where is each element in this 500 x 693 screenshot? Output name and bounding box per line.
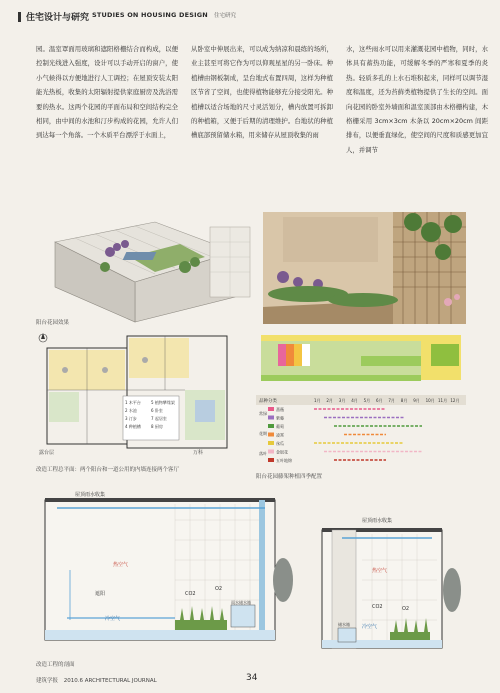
plant-swatch bbox=[268, 450, 274, 454]
plant-swatch bbox=[268, 433, 274, 437]
month-label: 5月 bbox=[363, 398, 371, 403]
legend-item: 8 厨房 bbox=[151, 424, 163, 429]
caption-planting: 阳台花园藤架种植四季配置 bbox=[256, 474, 323, 480]
legend-item: 3 汀步 bbox=[125, 416, 137, 421]
category-label: 花期 bbox=[259, 431, 267, 436]
page-footer bbox=[36, 676, 157, 684]
plant-row-label: 金银花 bbox=[276, 449, 288, 455]
plant-row-label: 蔷薇 bbox=[276, 407, 284, 412]
section-co2-2: CO2 bbox=[372, 604, 383, 610]
month-label: 8月 bbox=[400, 398, 408, 403]
section-hot-air-2: 热空气 bbox=[372, 568, 388, 574]
month-label: 6月 bbox=[376, 398, 383, 403]
page-header bbox=[18, 10, 490, 24]
section-hot-air: 热空气 bbox=[113, 562, 129, 568]
section-roof-label: 屋顶雨水收集 bbox=[75, 492, 106, 498]
section-tank-2: 储水箱 bbox=[338, 622, 350, 627]
section-tank: 雨水储水箱 bbox=[231, 600, 251, 605]
body-column-2: 从卧室中伸展出来，可以成为纳凉和晨练的场所，业主甚至可将它作为可以仰观星星的另一卧床。种植槽由钢板制成，呈台地式布置四周，这样为种植区节省了空间，也使得植物能够充分接受阳光。种植槽以适合场地的尺寸灵活划分，槽内放置可拆卸的种植箱，又便于后期的清理维护。台地状的种植槽底部预留储水箱，用来储存从屋顶收集的雨 bbox=[191, 45, 333, 140]
plant-swatch bbox=[268, 407, 274, 411]
body-column-3: 水，这些雨水可以用来灌溉花园中植物，同时，水体具有蓄热功能，可缓解冬季的严寒和夏季的炎热。轻质多孔的上水石堆积起来，同样可以调节湿度和温度，还为苔藓类植物提供了生长的空间。面向花园的卧室外墙面和温室顶部由木格栅构建，木格栅采用 3cm×3cm 木条以 20cm×20cm 间距排布，以便垂直绿化，使空间的尺度和质感更加宜人，并调节 bbox=[346, 45, 488, 154]
section-o2: O2 bbox=[215, 586, 223, 592]
plant-swatch bbox=[268, 458, 274, 462]
month-label: 4月 bbox=[351, 398, 358, 403]
legend-item: 2 水池 bbox=[125, 408, 137, 413]
section-title-cn: 住宅设计与研究 bbox=[26, 13, 90, 23]
plant-row-label: 紫藤 bbox=[276, 415, 284, 421]
plant-swatch bbox=[268, 416, 274, 420]
rendering-balcony-right bbox=[263, 212, 466, 324]
caption-section: 改造工程的剖面 bbox=[36, 662, 75, 668]
header-bar bbox=[18, 12, 21, 22]
month-label: 12月 bbox=[450, 398, 460, 403]
page-number: 34 bbox=[246, 673, 258, 683]
section-right bbox=[312, 500, 466, 658]
journal-name: 建筑学报 bbox=[36, 678, 59, 684]
section-sub: 住宅研究 bbox=[214, 13, 237, 19]
planting-header: 品种分类 bbox=[259, 399, 277, 404]
legend-item: 7 起居室 bbox=[151, 416, 167, 421]
plant-swatch bbox=[268, 441, 274, 445]
legend-item: 4 种植槽 bbox=[125, 424, 141, 429]
section-o2-2: O2 bbox=[402, 606, 410, 612]
month-label: 10月 bbox=[425, 398, 435, 403]
legend-item: 6 卧室 bbox=[151, 408, 163, 413]
plant-row-label: 葡萄 bbox=[276, 424, 284, 429]
plant-swatch bbox=[268, 424, 274, 428]
section-left bbox=[35, 480, 299, 658]
section-roof-label-2: 屋顶雨水收集 bbox=[362, 518, 393, 524]
planting-color-diagram bbox=[256, 330, 466, 392]
category-label: 常绿 bbox=[259, 411, 267, 416]
caption-plan: 改造工程总平面：两个阳台和一道公用的内墙连接两个客厅 bbox=[36, 467, 180, 473]
section-cool-air-2: 冷空气 bbox=[362, 624, 378, 630]
legend-item: 5 植物攀缘架 bbox=[151, 400, 175, 405]
month-label: 11月 bbox=[438, 398, 448, 403]
plan-vanke-label: 万科 bbox=[193, 450, 204, 456]
section-co2: CO2 bbox=[185, 591, 196, 597]
body-column-1: 园。温室罩面用玻璃和遮阳格栅结合而构成，以便控制光线进入强度，设计可以手动开启的窗户，使小气候得以方便地进行人工调控；在屋顶安装太阳能光热板，收集的太阳辐射提供家庭厨房及洗浴需要的热水。这两个花园的平面布局和空间结构完全相同，由中间的水池和汀步构成的花园，允许人们到达每一个角落。一个木质平台漂浮于水面上， bbox=[36, 45, 178, 140]
plant-row-label: 凌霄 bbox=[276, 432, 284, 438]
category-label: 落叶 bbox=[259, 451, 267, 456]
floor-plan bbox=[35, 330, 243, 462]
month-label: 3月 bbox=[338, 398, 346, 403]
planting-schedule-table bbox=[256, 395, 466, 471]
month-label: 9月 bbox=[413, 398, 420, 403]
plant-row-label: 五叶地锦 bbox=[276, 458, 292, 463]
month-label: 2月 bbox=[326, 398, 333, 403]
month-label: 1月 bbox=[314, 398, 321, 403]
journal-issue: 2010.6 ARCHITECTURAL JOURNAL bbox=[63, 678, 157, 684]
section-title-en: STUDIES ON HOUSING DESIGN bbox=[92, 11, 208, 19]
section-cool-air: 冷空气 bbox=[105, 616, 121, 622]
legend-item: 1 木平台 bbox=[125, 400, 141, 405]
caption-balcony-effect: 阳台花园效果 bbox=[36, 320, 70, 326]
plant-row-label: 丝瓜 bbox=[276, 441, 284, 446]
month-label: 7月 bbox=[388, 398, 395, 403]
rendering-balcony-left bbox=[35, 212, 263, 324]
section-shade: 遮阳 bbox=[95, 591, 106, 597]
plan-balcony-label: 露台层 bbox=[39, 450, 55, 456]
